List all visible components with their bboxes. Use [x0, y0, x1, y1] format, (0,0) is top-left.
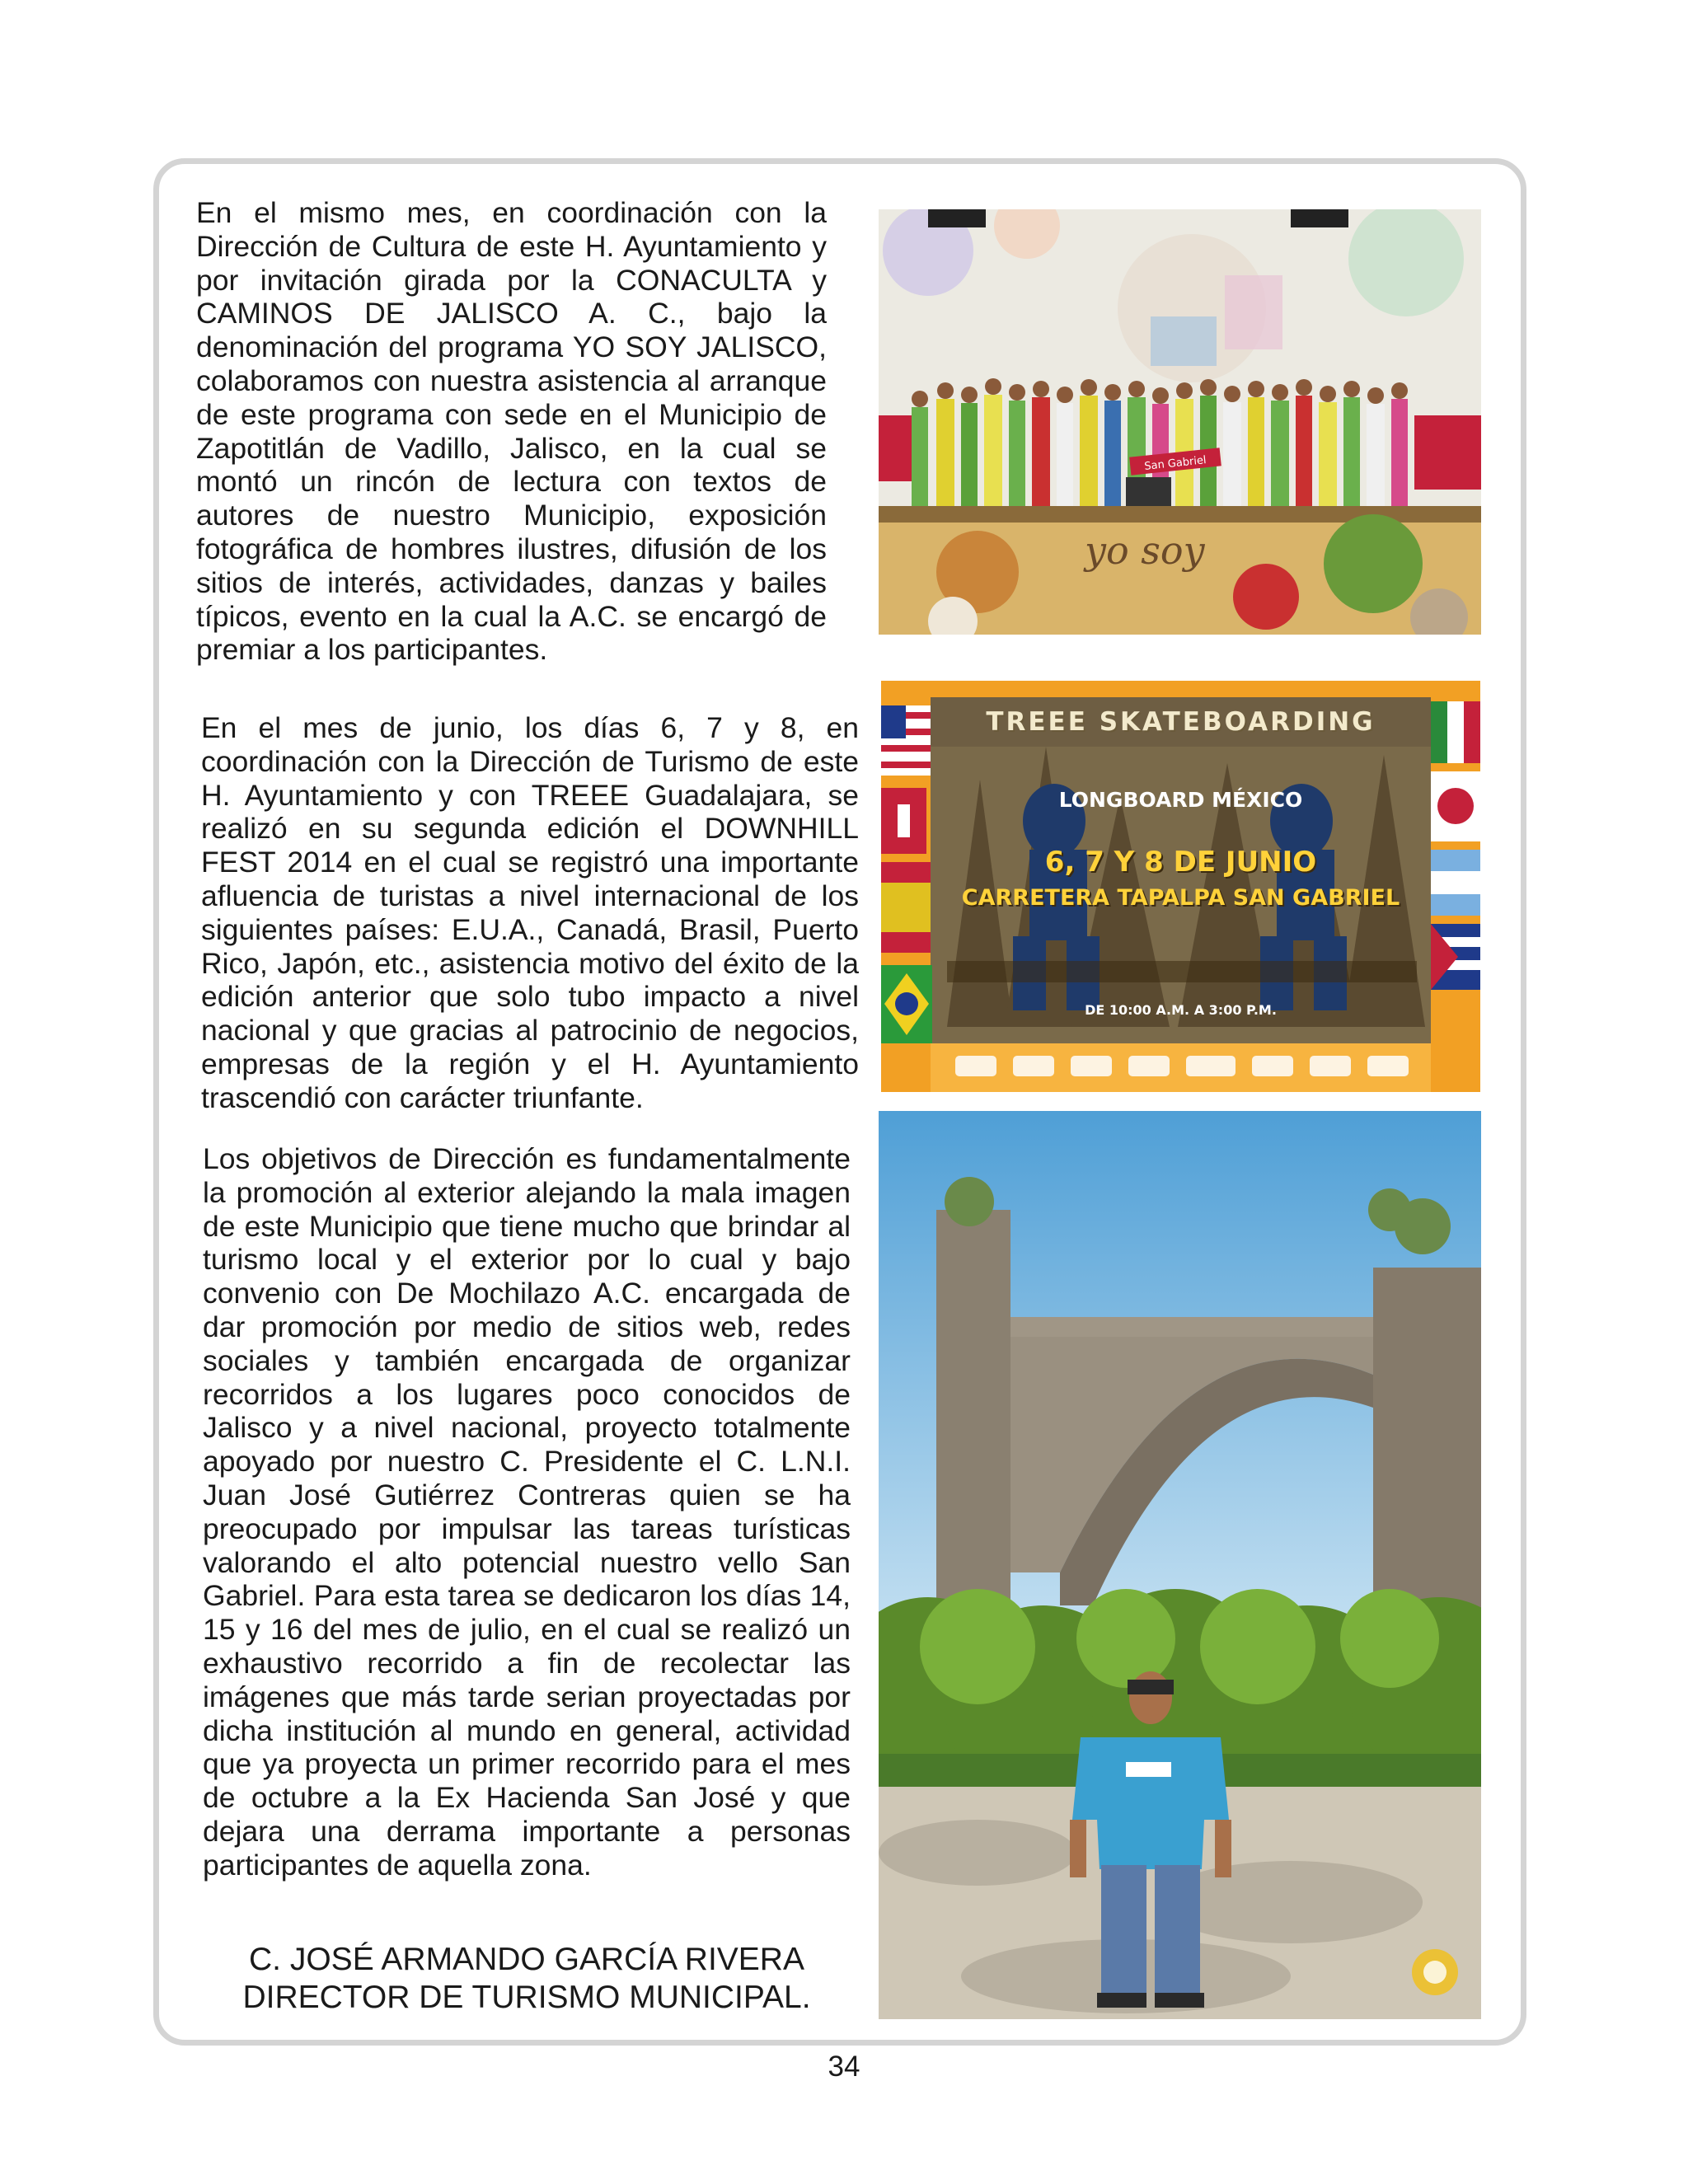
poster-road: CARRETERA TAPALPA SAN GABRIEL — [961, 885, 1400, 911]
poster-title: TREEE SKATEBOARDING — [986, 707, 1376, 737]
photo-downhill-fest-poster — [881, 681, 1480, 1092]
signature-title: DIRECTOR DE TURISMO MUNICIPAL. — [242, 1980, 811, 2015]
event-banner-label: San Gabriel — [1143, 454, 1207, 473]
ruins-landscape-illustration — [879, 1111, 1481, 2019]
paragraph-mochilazo-promotion: Los objetivos de Dirección es fundamentalmente la promoción al exterior alejando la mala imagen de este Municipio que tiene mucho que brindar al turismo local y el exterior por lo cual y bajo convenio con De Mochilazo A.C. encargada de dar promoción por medio de sitios web, redes sociales y también encargada de organizar recorridos a los lugares poco conocidos de Jalisco y a nivel nacional, proyecto totalmente apoyado por nuestro C. Presidente el C. L.N.I. Juan José Gutiérrez Contreras quien se ha preocupado por impulsar las tareas turísticas valorando el alto potencial nuestro vello San Gabriel. Para esta tarea se dedicaron los días 14, 15 y 16 del mes de julio, en el cual se realizó un exhaustivo recorrido a fin de recolectar las imágenes que más tarde serian proyectadas por dicha institución al mundo en general, actividad que ya proyecta un primer recorrido para el mes de octubre a la Ex Hacienda San José y que dejara una derrama importante a personas participantes de aquella zona. — [203, 1142, 851, 1882]
page-number: 34 — [828, 2050, 860, 2083]
poster-dates: 6, 7 Y 8 DE JUNIO — [1044, 846, 1317, 879]
event-stage-illustration — [879, 209, 1481, 635]
signature-name: C. JOSÉ ARMANDO GARCÍA RIVERA — [249, 1942, 804, 1977]
poster-subtitle: LONGBOARD MÉXICO — [1058, 788, 1303, 812]
photo-yo-soy-jalisco-event — [879, 209, 1481, 635]
poster-time: DE 10:00 A.M. A 3:00 P.M. — [1085, 1002, 1277, 1018]
signature-block — [203, 1941, 851, 2017]
paragraph-yo-soy-jalisco: En el mismo mes, en coordinación con la Dirección de Cultura de este H. Ayuntamiento y por invitación girada por la CONACULTA y CAMINOS DE JALISCO A. C., bajo la denominación del programa YO SOY JALISCO, colaboramos con nuestra asistencia al arranque de este programa con sede en el Municipio de Zapotitlán de Vadillo, Jalisco, en la cual se montó un rincón de lectura con textos de autores de nuestro Municipio, exposición fotográfica de hombres ilustres, difusión de los sitios de interés, actividades, danzas y bailes típicos, evento en la cual la A.C. se encargó de premiar a los participantes. — [196, 196, 827, 667]
photo-hacienda-ruins — [879, 1111, 1481, 2019]
stage-mural-text: yo soy — [1085, 528, 1205, 573]
paragraph-downhill-fest: En el mes de junio, los días 6, 7 y 8, en coordinación con la Dirección de Turismo de este H. Ayuntamiento y con TREEE Guadalajara, se realizó en su segunda edición el DOWNHILL FEST 2014 en el cual se registró una importante afluencia de turistas a nivel internacional de los siguientes países: E.U.A., Canadá, Brasil, Puerto Rico, Japón, etc., asistencia motivo del éxito de la edición anterior que solo tubo impacto a nivel nacional y que gracias al patrocinio de negocios, empresas de la región y el H. Ayuntamiento trascendió con carácter triunfante. — [201, 711, 859, 1114]
